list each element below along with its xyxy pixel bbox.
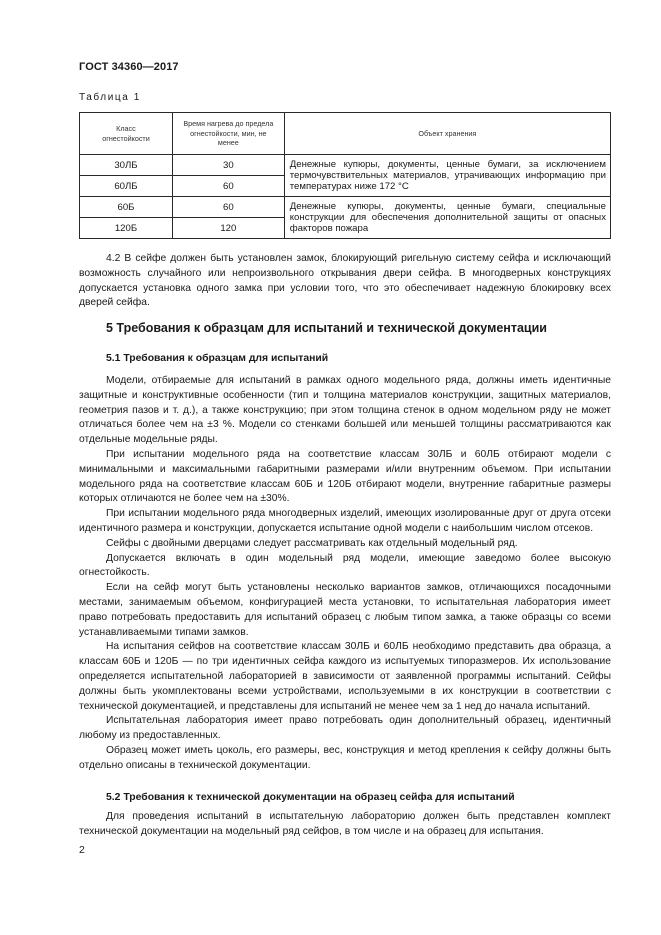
paragraph: Модели, отбираемые для испытаний в рамках одного модельного ряда, должны иметь идентичные защитные и конструктивные особенности (тип и толщина материалов конструкции, защитных материалов, геометрия пазов и т. д.), а также конструкцию; при этом толщина стенок в одном модельном ряду не может отличаться более чем на ±3 %. Модели со стенками большей или меньшей толщины рассматриваются как отдельные модельные ряды. <box>79 375 611 446</box>
clause-4-2 <box>79 252 611 311</box>
fire-resistance-table <box>79 112 611 239</box>
table-caption: Таблица 1 <box>79 92 141 103</box>
paragraph: Испытательная лаборатория имеет право потребовать один дополнительный образец, идентичный любому из предоставленных. <box>79 715 611 742</box>
cell-time: 120 <box>172 218 284 239</box>
paragraph: При испытании модельного ряда многодверных изделий, имеющих изолированные друг от друга отсеки идентичного размера и конструкции, допускается испытание одной модели с наибольшим числом отсеков. <box>79 508 611 534</box>
subsection-5-2-title: 5.2 Требования к технической документации на образец сейфа для испытаний <box>106 792 515 803</box>
header-object: Объект хранения <box>284 113 610 155</box>
header-class: Класс огнестойкости <box>80 113 173 155</box>
paragraph: При испытании модельного ряда на соответствие классам 30ЛБ и 60ЛБ отбирают модели с минимальными и максимальными габаритными размерами и/или внутренним объемом. При испытании модельного ряда на соответствие классам 60Б и 120Б отбирают модели, внутренние габаритные размеры которых отличаются не более чем на ±30%. <box>79 448 611 505</box>
paragraph: 4.2 В сейфе должен быть установлен замок, блокирующий ригельную систему сейфа и исключающий возможность случайного или непроизвольного открывания двери сейфа. В многодверных конструкциях допускается установка одного замка при условии того, что это обеспечивает надежную блокировку всех дверей сейфа. <box>79 253 611 309</box>
header-time: Время нагрева до предела огнестойкости, мин, не менее <box>172 113 284 155</box>
paragraph: Если на сейф могут быть установлены несколько вариантов замков, отличающихся посадочными местами, занимаемым объемом, конфигурацией места установки, то испытательная лаборатория имеет право потребовать предоставить для испытаний образец с любым типом замка, а также образцы со всеми устанавливаемыми типами замков. <box>79 582 611 638</box>
subsection-5-1-title: 5.1 Требования к образцам для испытаний <box>106 353 329 364</box>
cell-class: 30ЛБ <box>80 155 173 176</box>
page-number: 2 <box>79 844 85 856</box>
cell-object-group2: Денежные купюры, документы, ценные бумаги, специальные конструкции для обеспечения дополнительной защиты от опасных факторов пожара <box>284 197 610 239</box>
cell-time: 60 <box>172 197 284 218</box>
section-5-title: 5 Требования к образцам для испытаний и технической документации <box>106 321 547 335</box>
paragraph: Сейфы с двойными дверцами следует рассматривать как отдельный модельный ряд. <box>106 537 518 549</box>
paragraph: Допускается включать в один модельный ряд модели, имеющие заведомо более высокую огнестойкость. <box>79 552 611 579</box>
subsection-5-1-body <box>79 374 611 774</box>
cell-time: 30 <box>172 155 284 176</box>
table-header-row <box>80 113 611 155</box>
paragraph: Для проведения испытаний в испытательную лабораторию должен быть представлен комплект технической документации на модельный ряд сейфов, в том числе и на образец для испытания. <box>79 811 611 837</box>
table-row <box>80 155 611 176</box>
cell-time: 60 <box>172 176 284 197</box>
cell-class: 120Б <box>80 218 173 239</box>
paragraph: На испытания сейфов на соответствие классам 30ЛБ и 60ЛБ необходимо представить два образца, а классам 60Б и 120Б — по три идентичных сейфа каждого из испытуемых типоразмеров. Их использование определяется испытательной лабораторией в зависимости от заявленной программы испытаний. Сейфы должны быть укомплектованы всеми устройствами, используемыми в их конструкции в соответствии с технической документацией, и представлены для испытаний не менее чем за 1 нед до начала испытаний. <box>79 641 611 712</box>
subsection-5-2-body <box>79 810 611 840</box>
document-header: ГОСТ 34360—2017 <box>79 61 179 73</box>
cell-class: 60ЛБ <box>80 176 173 197</box>
cell-class: 60Б <box>80 197 173 218</box>
table-row <box>80 197 611 218</box>
cell-object-group1: Денежные купюры, документы, ценные бумаги, за исключением термочувствительных материалов, утрачивающих информацию при температурах ниже 172 °С <box>284 155 610 197</box>
paragraph: Образец может иметь цоколь, его размеры, вес, конструкция и метод крепления к сейфу должны быть отдельно описаны в технической документации. <box>79 744 611 771</box>
